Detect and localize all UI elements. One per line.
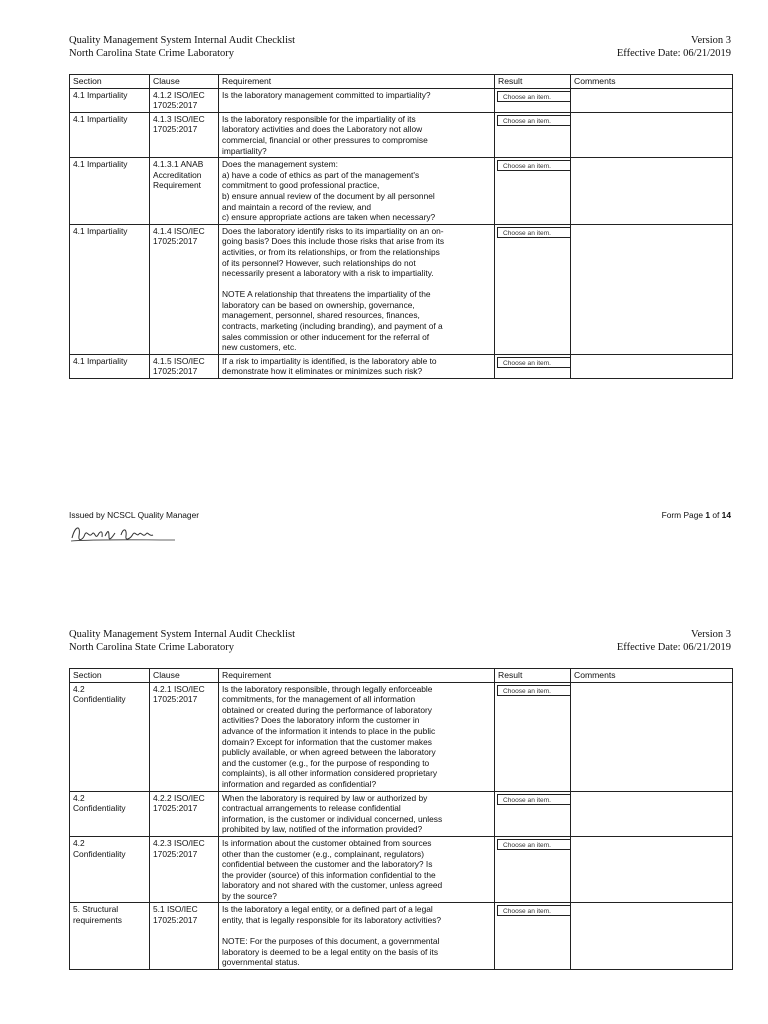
column-header-result: Result xyxy=(495,75,571,89)
clause-cell: 4.2.3 ISO/IEC 17025:2017 xyxy=(150,836,219,903)
table-row xyxy=(70,682,733,791)
result-cell xyxy=(495,224,571,354)
requirement-cell: If a risk to impartiality is identified, is the laboratory able to demonstrate how it eliminates or minimizes such risk? xyxy=(219,354,495,378)
requirement-cell: Is the laboratory management committed to impartiality? xyxy=(219,88,495,112)
comments-cell[interactable] xyxy=(571,112,733,157)
column-header-comments: Comments xyxy=(571,75,733,89)
effective-date: Effective Date: 06/21/2019 xyxy=(616,642,731,653)
comments-cell[interactable] xyxy=(571,158,733,225)
form-page-2 xyxy=(0,600,768,1024)
comments-cell[interactable] xyxy=(571,791,733,836)
result-dropdown[interactable]: Choose an item. xyxy=(497,685,571,696)
column-header-comments: Comments xyxy=(571,669,733,683)
requirement-cell: Is the laboratory responsible for the impartiality of its laboratory activities and does the Laboratory not allow commercial, financial or other pressures to compromise impartiality? xyxy=(219,112,495,157)
clause-cell: 5.1 ISO/IEC 17025:2017 xyxy=(150,903,219,970)
comments-cell[interactable] xyxy=(571,88,733,112)
column-header-requirement: Requirement xyxy=(219,669,495,683)
clause-cell: 4.1.3.1 ANAB Accreditation Requirement xyxy=(150,158,219,225)
table-row xyxy=(70,836,733,903)
table-row xyxy=(70,903,733,970)
section-cell: 4.1 Impartiality xyxy=(70,112,150,157)
column-header-section: Section xyxy=(70,75,150,89)
result-dropdown[interactable]: Choose an item. xyxy=(497,227,571,238)
result-dropdown[interactable]: Choose an item. xyxy=(497,357,571,368)
requirement-cell: Is information about the customer obtained from sources other than the customer (e.g., complainant, regulators) confidential between the customer and the laboratory? Is the provider (source) of this information confidential to the laboratory and not shared with the customer, unless agreed by the source? xyxy=(219,836,495,903)
version-label: Version 3 xyxy=(691,629,731,640)
clause-cell: 4.2.1 ISO/IEC 17025:2017 xyxy=(150,682,219,791)
table-row xyxy=(70,791,733,836)
section-cell: 5. Structural requirements xyxy=(70,903,150,970)
effective-date: Effective Date: 06/21/2019 xyxy=(616,48,731,59)
section-cell: 4.1 Impartiality xyxy=(70,88,150,112)
result-dropdown[interactable]: Choose an item. xyxy=(497,91,571,102)
result-cell xyxy=(495,836,571,903)
total-pages: 14 xyxy=(721,510,731,520)
version-label: Version 3 xyxy=(691,35,731,46)
document-title: Quality Management System Internal Audit Checklist xyxy=(69,629,296,640)
requirement-cell: Is the laboratory responsible, through legally enforceable commitments, for the management of all information obtained or created during the performance of laboratory activities? Does the laboratory inform the customer in advance of the information it intends to place in the public domain? Except for information that the customer makes publicly available, or when agreed between the laboratory and the customer (e.g., for the purpose of responding to complaints), is all other information considered proprietary information and regarded as confidential? xyxy=(219,682,495,791)
table-row xyxy=(70,224,733,354)
table-header-row xyxy=(70,75,733,89)
form-page-number xyxy=(662,510,731,520)
clause-cell: 4.1.2 ISO/IEC 17025:2017 xyxy=(150,88,219,112)
current-page: 1 xyxy=(705,510,711,520)
comments-cell[interactable] xyxy=(571,903,733,970)
organization-name: North Carolina State Crime Laboratory xyxy=(69,642,235,653)
result-cell xyxy=(495,791,571,836)
column-header-requirement: Requirement xyxy=(219,75,495,89)
comments-cell[interactable] xyxy=(571,836,733,903)
result-cell xyxy=(495,158,571,225)
organization-name: North Carolina State Crime Laboratory xyxy=(69,48,235,59)
table-row xyxy=(70,112,733,157)
result-cell xyxy=(495,112,571,157)
document-title: Quality Management System Internal Audit Checklist xyxy=(69,35,296,46)
table-row xyxy=(70,158,733,225)
form-page-prefix: Form Page xyxy=(661,510,704,520)
result-cell xyxy=(495,354,571,378)
requirement-cell: When the laboratory is required by law or authorized by contractual arrangements to release confidential information, is the customer or individual concerned, unless prohibited by law, notified of the information provided? xyxy=(219,791,495,836)
result-cell xyxy=(495,682,571,791)
comments-cell[interactable] xyxy=(571,354,733,378)
of-word: of xyxy=(712,510,720,520)
requirement-cell: Does the management system: a) have a code of ethics as part of the management's commitment to good professional practice, b) ensure annual review of the document by all personnel and maintain a record of the review, and c) ensure appropriate actions are taken when necessary? xyxy=(219,158,495,225)
column-header-section: Section xyxy=(70,669,150,683)
section-cell: 4.2 Confidentiality xyxy=(70,791,150,836)
result-cell xyxy=(495,88,571,112)
column-header-result: Result xyxy=(495,669,571,683)
clause-cell: 4.2.2 ISO/IEC 17025:2017 xyxy=(150,791,219,836)
clause-cell: 4.1.3 ISO/IEC 17025:2017 xyxy=(150,112,219,157)
section-cell: 4.2 Confidentiality xyxy=(70,836,150,903)
handwritten-signature xyxy=(69,522,179,546)
result-dropdown[interactable]: Choose an item. xyxy=(497,115,571,126)
section-cell: 4.2 Confidentiality xyxy=(70,682,150,791)
table-row xyxy=(70,354,733,378)
audit-checklist-table xyxy=(69,668,733,970)
requirement-cell: Does the laboratory identify risks to its impartiality on an on- going basis? Does this include those risks that arise from its activities, or from its relationships, or from the relationships of its personnel? However, such relationships do not necessarily present a laboratory with a risk to impartiality. NOTE A relationship that threatens the impartiality of the laboratory can be based on ownership, governance, management, personnel, shared resources, finances, contracts, marketing (including branding), and payment of a sales commission or other inducement for the referral of new customers, etc. xyxy=(219,224,495,354)
clause-cell: 4.1.4 ISO/IEC 17025:2017 xyxy=(150,224,219,354)
requirement-cell: Is the laboratory a legal entity, or a defined part of a legal entity, that is legally responsible for its laboratory activities? NOTE: For the purposes of this document, a governmental laboratory is deemed to be a legal entity on the basis of its governmental status. xyxy=(219,903,495,970)
audit-checklist-table xyxy=(69,74,733,379)
comments-cell[interactable] xyxy=(571,682,733,791)
result-dropdown[interactable]: Choose an item. xyxy=(497,160,571,171)
issued-by-label: Issued by NCSCL Quality Manager xyxy=(69,510,200,520)
result-cell xyxy=(495,903,571,970)
section-cell: 4.1 Impartiality xyxy=(70,354,150,378)
result-dropdown[interactable]: Choose an item. xyxy=(497,839,571,850)
column-header-clause: Clause xyxy=(150,669,219,683)
clause-cell: 4.1.5 ISO/IEC 17025:2017 xyxy=(150,354,219,378)
result-dropdown[interactable]: Choose an item. xyxy=(497,905,571,916)
column-header-clause: Clause xyxy=(150,75,219,89)
table-header-row xyxy=(70,669,733,683)
result-dropdown[interactable]: Choose an item. xyxy=(497,794,571,805)
comments-cell[interactable] xyxy=(571,224,733,354)
table-row xyxy=(70,88,733,112)
page-gap xyxy=(0,560,768,600)
section-cell: 4.1 Impartiality xyxy=(70,158,150,225)
section-cell: 4.1 Impartiality xyxy=(70,224,150,354)
